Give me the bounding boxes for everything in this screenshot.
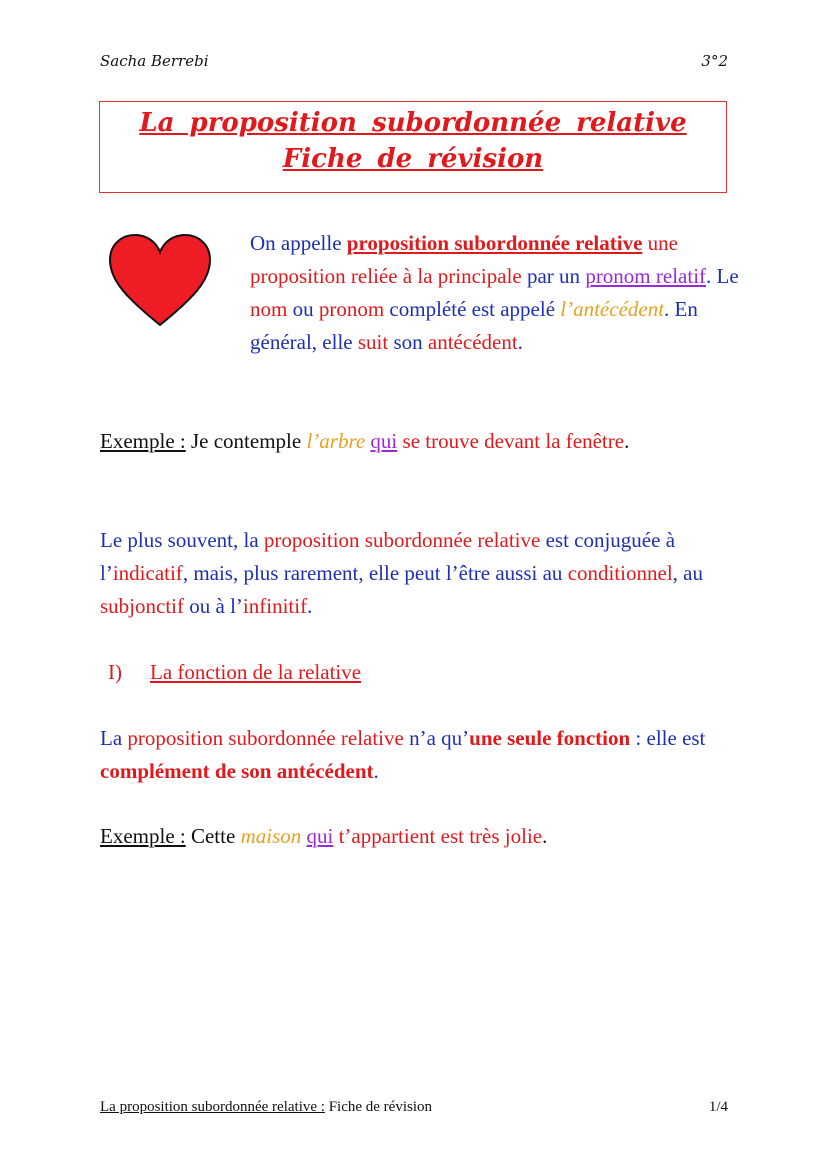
text-span: . (517, 330, 523, 354)
text-span: . (542, 824, 548, 848)
section-numeral: I) (108, 660, 122, 684)
example-pronoun: qui (370, 429, 398, 453)
section-title: La fonction de la relative (150, 660, 362, 684)
example-relative: se trouve devant la fenêtre (397, 429, 625, 453)
example-antecedent: maison (240, 824, 302, 848)
example-label: Exemple : (100, 429, 186, 453)
text-span: complément de son antécédent (100, 759, 374, 783)
text-span: On appelle (250, 231, 347, 255)
text-span: . (624, 429, 630, 453)
footer-title-underlined: La proposition subordonnée relative : (100, 1099, 325, 1115)
text-span: est conjuguée à l’ (100, 528, 676, 585)
term-relative-pronoun: pronom relatif (585, 264, 707, 288)
text-span: nom (250, 297, 288, 321)
page-title: La proposition subordonnée relative (139, 108, 687, 138)
text-span: La (100, 726, 128, 750)
definition-paragraph (250, 227, 740, 359)
function-paragraph (100, 722, 740, 788)
text-span: . (307, 594, 313, 618)
text-span: n’a qu’ (403, 726, 470, 750)
text-span: une proposition reliée à la principale (250, 231, 678, 288)
term-relative-clause: proposition subordonnée relative (346, 231, 643, 255)
example-antecedent: l’arbre (306, 429, 366, 453)
example-pronoun: qui (306, 824, 334, 848)
text-span: , mais, plus rarement, elle peut l’être aussi au (182, 561, 568, 585)
text-span: ou à l’ (184, 594, 243, 618)
page-number: 1/4 (708, 1099, 728, 1115)
example-relative: t’appartient est très jolie (333, 824, 543, 848)
text-span: complété est appelé (384, 297, 561, 321)
text-span: ou (287, 297, 319, 321)
text-span: une seule fonction (469, 726, 631, 750)
text-span: infinitif (242, 594, 308, 618)
text-span: . Le (706, 264, 739, 288)
term-antecedent: l’antécédent (560, 297, 665, 321)
example-1 (100, 425, 740, 458)
text-span: Le plus souvent, la (100, 528, 264, 552)
text-span: . (373, 759, 379, 783)
footer-title-rest: Fiche de révision (324, 1099, 433, 1115)
text-span: subjonctif (100, 594, 184, 618)
text-span: proposition subordonnée relative (127, 726, 404, 750)
example-label: Exemple : (100, 824, 186, 848)
footer-title (100, 1099, 432, 1116)
title-box (99, 101, 727, 193)
text-span: conditionnel (567, 561, 673, 585)
text-span: indicatif (112, 561, 183, 585)
text-span: , au (672, 561, 703, 585)
heart-shape (110, 235, 210, 325)
text-span: Je contemple (185, 429, 307, 453)
page-subtitle: Fiche de révision (282, 144, 544, 174)
section-heading (108, 656, 708, 689)
text-span: Cette (185, 824, 241, 848)
text-span: par un (526, 264, 586, 288)
author-name: Sacha Berrebi (100, 52, 209, 70)
text-span: antécédent (427, 330, 518, 354)
heart-icon (108, 233, 212, 328)
text-span: suit (357, 330, 389, 354)
text-span: son (388, 330, 428, 354)
text-span: pronom (318, 297, 385, 321)
text-span: : elle est (630, 726, 706, 750)
example-2 (100, 820, 740, 853)
text-span: . En général, elle (250, 297, 698, 354)
text-span: proposition subordonnée relative (263, 528, 541, 552)
mood-paragraph (100, 524, 740, 623)
class-label: 3°2 (701, 52, 728, 70)
